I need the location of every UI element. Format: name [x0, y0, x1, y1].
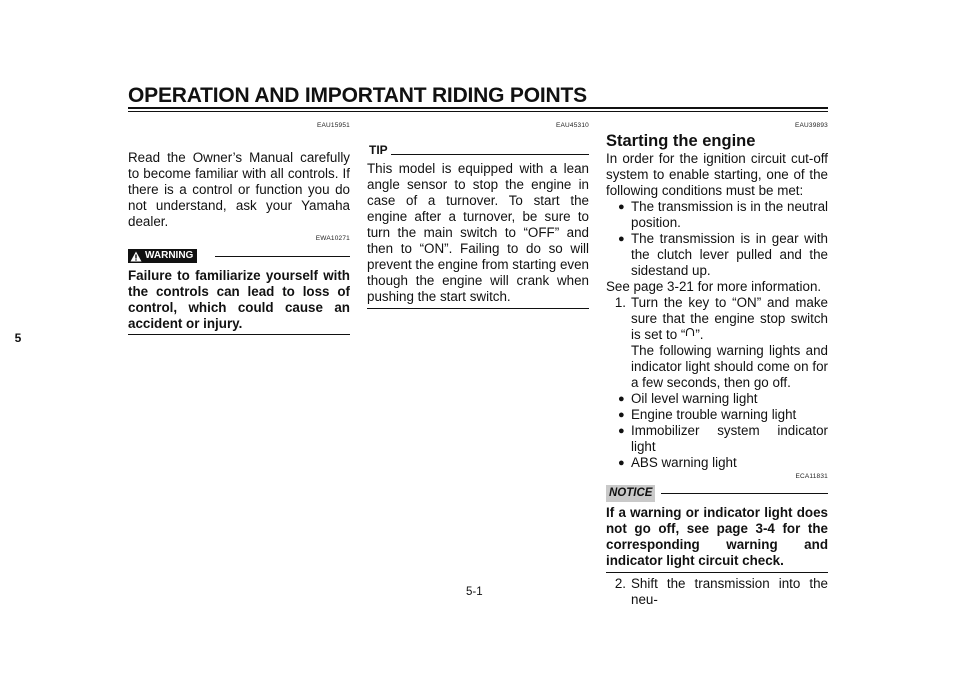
reference-code: EAU15951 — [316, 122, 350, 129]
list-item: ● The transmission is in gear with the clutch lever pulled and the sidestand up. — [618, 231, 828, 278]
section-heading: Starting the engine — [606, 132, 756, 150]
title-rule — [128, 107, 828, 109]
engine-run-icon — [685, 327, 695, 337]
bullet-icon: ● — [618, 393, 625, 405]
bullet-icon: ● — [618, 201, 625, 213]
warning-triangle-icon — [130, 251, 142, 262]
section-intro: In order for the ignition circuit cut-off system to enable starting, one of the following conditions must be met: — [606, 151, 828, 198]
warning-header — [128, 249, 350, 263]
page-number: 5-1 — [466, 586, 483, 598]
tip-rule — [391, 154, 589, 155]
tip-header — [367, 142, 589, 158]
list-item: ● ABS warning light — [618, 455, 737, 470]
reference-code: EAU39893 — [794, 122, 828, 129]
see-page-note: See page 3-21 for more information. — [606, 279, 822, 294]
warning-code: EWA10271 — [315, 235, 350, 242]
step-2 — [606, 576, 828, 608]
bullet-icon: ● — [618, 233, 625, 245]
step-1-detail: The following warning lights and indicator light should come on for a few seconds, then go off. — [631, 343, 828, 390]
notice-end-rule — [606, 572, 828, 573]
list-item: ● Oil level warning light — [618, 391, 758, 406]
tip-end-rule — [367, 308, 589, 309]
column-intro — [128, 122, 350, 335]
warning-label: WARNING — [145, 250, 194, 261]
notice-header — [606, 485, 828, 502]
chapter-tab — [0, 316, 36, 360]
step-number: 2. — [614, 576, 626, 591]
warning-text: Failure to familiarize yourself with the controls can lead to loss of control, which could cause an accident or injury. — [128, 268, 350, 331]
notice-code: ECA11831 — [795, 473, 828, 480]
bullet-icon: ● — [618, 457, 625, 469]
notice-rule — [661, 493, 828, 494]
step-1: 1. Turn the key to “ON” and make sure that the engine stop switch is set to “ ”. — [606, 295, 828, 343]
step-number: 1. — [614, 295, 626, 310]
tip-text: This model is equipped with a lean angle sensor to stop the engine in case of a turnover. To start the engine after a turnover, be sure to turn the main switch to “OFF” and then to “ON”. Failing to do so will prevent the engine from starting even though the engine will crank when pushing the start switch. — [367, 161, 589, 304]
warning-rule — [215, 256, 350, 257]
page-title: OPERATION AND IMPORTANT RIDING POINTS — [128, 84, 587, 107]
bullet-icon: ● — [618, 425, 625, 437]
list-item: ● The transmission is in the neutral position. — [618, 199, 828, 230]
bullet-icon: ● — [618, 409, 625, 421]
title-rule-thin — [128, 111, 828, 112]
list-item: ● Immobilizer system indicator light — [618, 423, 828, 454]
notice-badge: NOTICE — [606, 485, 655, 502]
step-text: Turn the key to “ON” and make sure that the engine stop switch is set to “ — [631, 295, 828, 342]
list-item: ● Engine trouble warning light — [618, 407, 797, 422]
warning-end-rule — [128, 334, 350, 335]
reference-code: EAU45310 — [555, 122, 589, 129]
column-tip — [367, 122, 589, 309]
notice-text: If a warning or indicator light does not go off, see page 3-4 for the corresponding warning and indicator light circuit check. — [606, 505, 828, 568]
intro-paragraph: Read the Owner’s Manual carefully to become familiar with all controls. If there is a control or function you do not understand, ask your Yamaha dealer. — [128, 150, 350, 229]
tip-label: TIP — [369, 143, 388, 157]
step-text: Shift the transmission into the neu- — [631, 576, 828, 607]
column-starting-engine — [606, 122, 828, 608]
warning-badge — [128, 249, 197, 263]
chapter-number: 5 — [14, 331, 22, 345]
